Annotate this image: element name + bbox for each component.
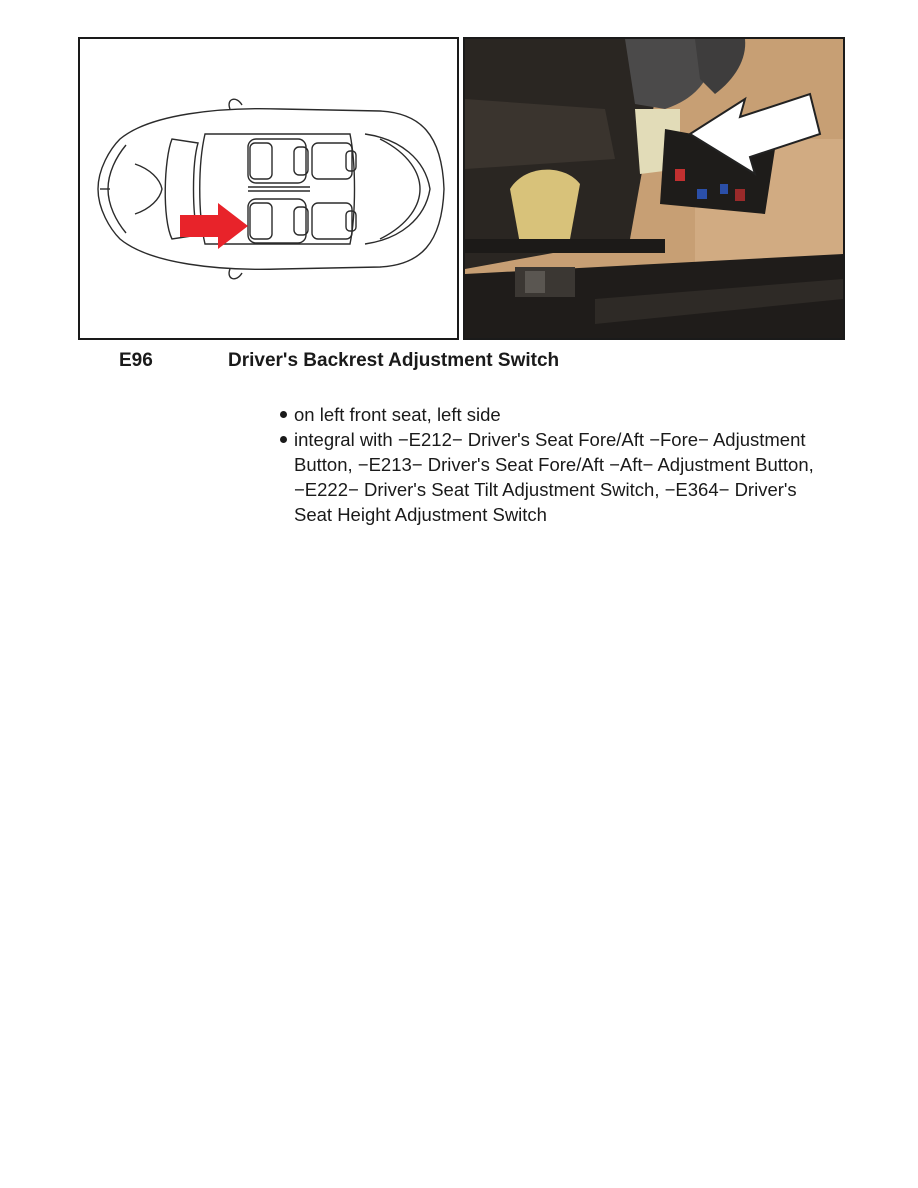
- bullet-icon: [280, 411, 287, 418]
- location-details-list: [279, 402, 839, 527]
- seat-switch-photo: [463, 37, 845, 340]
- seat-photo-illustration: [465, 39, 843, 338]
- bullet-text: on left front seat, left side: [294, 404, 501, 425]
- component-title: Driver's Backrest Adjustment Switch: [228, 350, 560, 371]
- list-item: [279, 402, 839, 427]
- car-top-view-icon: [80, 39, 457, 338]
- location-arrow-icon: [180, 203, 248, 249]
- car-location-diagram: [78, 37, 459, 340]
- component-code: E96: [119, 350, 153, 371]
- bullet-icon: [280, 436, 287, 443]
- bullet-text: integral with −E212− Driver's Seat Fore/Aft −Fore− Adjustment Button, −E213− Driver's Seat Fore/Aft −Aft− Adjustment Button, −E222− Driver's Seat Tilt Adjustment Switch, −E364− Driver's Seat Height Adjustment Switch: [294, 429, 814, 525]
- list-item: [279, 427, 839, 527]
